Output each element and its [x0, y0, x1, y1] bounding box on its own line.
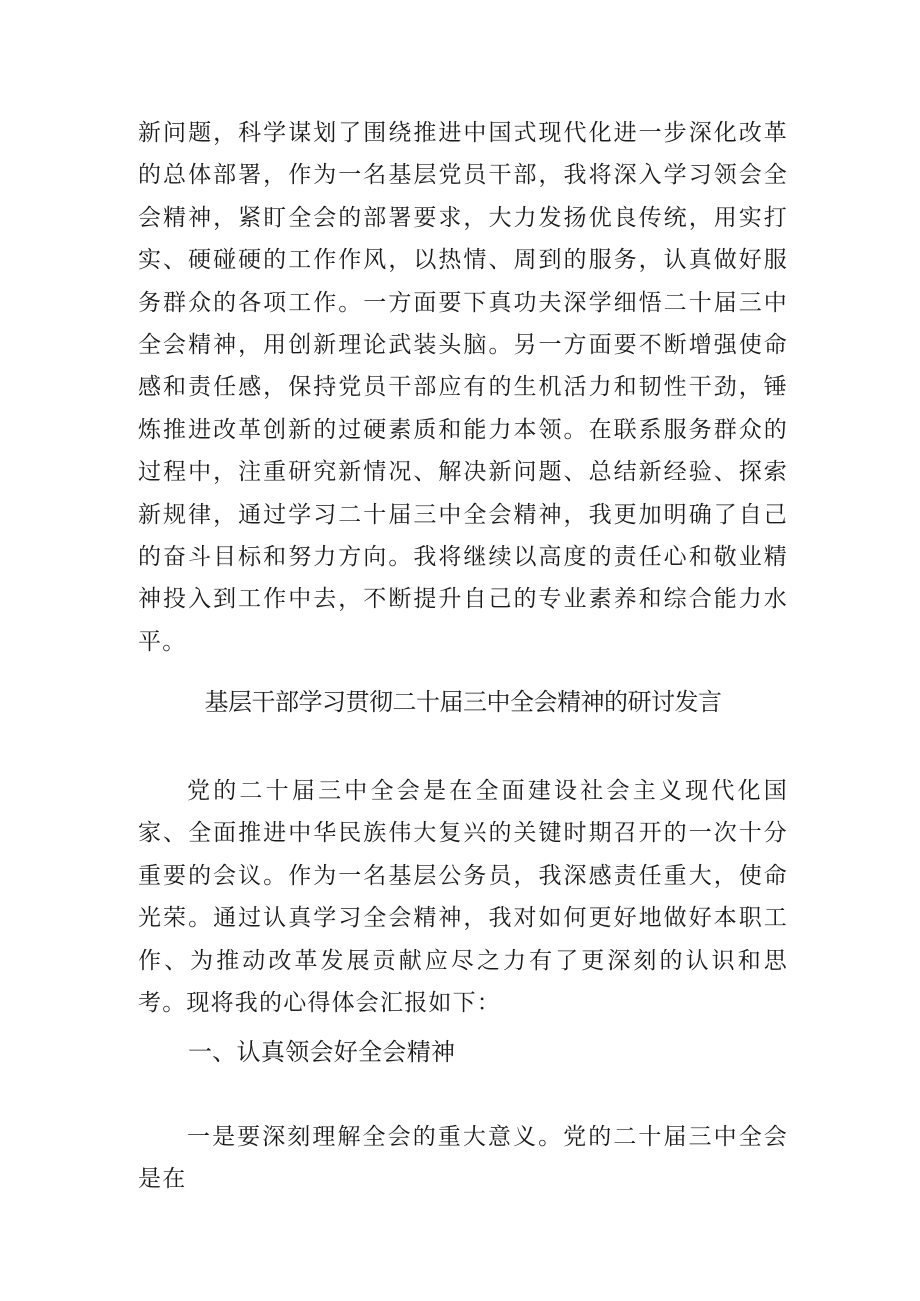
body-paragraph-continued: 新问题，科学谋划了围绕推进中国式现代化进一步深化改革的总体部署，作为一名基层党员干部，我将深入学习领会全会精神，紧盯全会的部署要求，大力发扬优良传统，用实打实、硬碰硬的工作作风，以热情、周到的服务，认真做好服务群众的各项工作。一方面要下真功夫深学细悟二十届三中全会精神，用创新理论武装头脑。另一方面要不断增强使命感和责任感，保持党员干部应有的生机活力和韧性干劲，锤炼推进改革创新的过硬素质和能力本领。在联系服务群众的过程中，注重研究新情况、解决新问题、总结新经验、探索新规律，通过学习二十届三中全会精神，我更加明确了自己的奋斗目标和努力方向。我将继续以高度的责任心和敬业精神投入到工作中去，不断提升自己的专业素养和综合能力水平。	[138, 120, 788, 655]
section-heading: 一、认真领会好全会精神	[188, 1038, 456, 1066]
document-title: 基层干部学习贯彻二十届三中全会精神的研讨发言	[204, 688, 722, 716]
section-paragraph: 一是要深刻理解全会的重大意义。党的二十届三中全会是在	[138, 1124, 788, 1193]
intro-paragraph: 党的二十届三中全会是在全面建设社会主义现代化国家、全面推进中华民族伟大复兴的关键时期召开的一次十分重要的会议。作为一名基层公务员，我深感责任重大，使命光荣。通过认真学习全会精神，我对如何更好地做好本职工作、为推动改革发展贡献应尽之力有了更深刻的认识和思考。现将我的心得体会汇报如下：	[138, 778, 788, 1017]
